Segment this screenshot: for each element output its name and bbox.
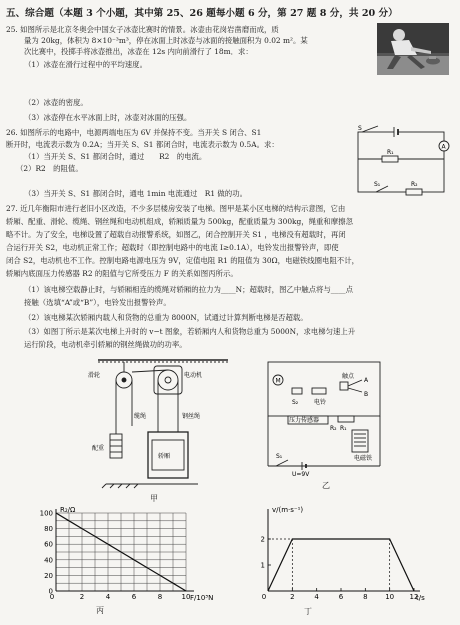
contact-a-label: A xyxy=(364,377,369,384)
y-tick-label: 1 xyxy=(260,561,265,570)
motor-label: 电动机 xyxy=(184,372,203,379)
y-tick-label: 60 xyxy=(44,540,53,549)
q26-stem-line-2: 断开时，电流表示数为 0.2A；当开关 S、S1 都闭合时，电流表示数为 0.5A。求： xyxy=(6,140,279,149)
q25-stem-line-2: 量为 20kg，体积为 8×10⁻³m³，停在冰面上时冰壶与冰面的接触面积为 0.02 m²。某 xyxy=(24,36,308,45)
y-axis-label: v/(m·s⁻¹) xyxy=(272,506,304,514)
r1-label: R₁ xyxy=(387,149,394,156)
q27-sub-1-line-2: 接触（选填“A”或“B”），电铃发出报警铃声。 xyxy=(24,298,171,307)
contact-b-label: B xyxy=(364,391,369,398)
counterweight-label: 配重 xyxy=(92,445,105,452)
y-tick-label: 100 xyxy=(39,509,53,518)
x-tick-label: 6 xyxy=(338,593,344,601)
x-tick-label: 4 xyxy=(105,593,111,601)
chart-ding xyxy=(238,503,438,605)
y-tick-label: 0 xyxy=(48,587,53,596)
steel-cable-label: 钢丝绳 xyxy=(182,413,201,420)
sensor-label: 压力传感器 xyxy=(289,417,320,424)
x-tick-label: 2 xyxy=(79,593,85,601)
pulley-label: 滑轮 xyxy=(88,372,101,379)
q27-sub-3-line-1: （3）如图丁所示是某次电梯上升时的 v−t 图象，若轿厢内人和货物总重为 5000N，求电梯匀速上升 xyxy=(24,327,356,336)
bell-label: 电铃 xyxy=(314,399,327,406)
origin-label: 0 xyxy=(49,593,55,601)
q27-sub-1-line-1: （1）该电梯空载静止时，与轿厢相连的缆绳对轿厢的拉力为____N；超载时，图乙中触点将与____点 xyxy=(24,285,353,294)
car-label: 轿厢 xyxy=(158,453,171,460)
circuit-diagram-q26 xyxy=(352,124,452,200)
q26-stem-line-1: 26. 如图所示的电路中，电源两端电压为 6V 并保持不变。当开关 S 闭合、S1 xyxy=(6,128,262,137)
x-tick-label: 12 xyxy=(409,593,419,601)
x-axis-label: t/s xyxy=(416,594,425,602)
switch-s2-label: S₂ xyxy=(292,399,299,406)
r1-label-yi: R₁ xyxy=(340,425,347,432)
q27-stem-line-4: 合运行开关 S2，电动机正常工作；超载时（即控制电路中的电流 I≥0.1A），电铃发出报警铃声，即使 xyxy=(6,243,339,252)
q27-stem-line-6: 轿厢内底面压力传感器 R2 的阻值与它所受压力 F 的关系如图丙所示。 xyxy=(6,269,238,278)
figure-jia-caption: 甲 xyxy=(150,494,158,503)
motor-symbol: M xyxy=(275,377,281,385)
q27-stem-line-3: 略不计。为了安全，电梯设置了超载自动报警系统，如图乙，闭合控制开关 S1 ，电梯没有超载时，再闭 xyxy=(6,230,346,239)
switch-s1-label-yi: S₁ xyxy=(276,453,283,460)
switch-s-label: S xyxy=(358,125,362,132)
y-tick-label: 2 xyxy=(260,535,265,544)
q27-sub-2: （2）该电梯某次轿厢内载人和货物的总重为 8000N，试通过计算判断电梯是否超载。 xyxy=(24,313,308,322)
y-tick-label: 80 xyxy=(44,525,53,534)
figure-yi-caption: 乙 xyxy=(322,481,330,490)
x-axis-label: F/10³N xyxy=(190,594,214,602)
electromagnet-label: 电磁铁 xyxy=(354,455,373,462)
section-title: 五、综合题（本题 3 个小题，其中第 25、26 题每小题 6 分，第 27 题 8 分，共 20 分） xyxy=(6,8,398,19)
q27-stem-line-1: 27. 近几年衡阳市进行老旧小区改造，不少多层楼房安装了电梯。图甲是某小区电梯的结构示意图，它由 xyxy=(6,204,346,213)
x-tick-label: 10 xyxy=(181,593,191,601)
q25-stem-line-3: 次比赛中，投掷手将冰壶推出，冰壶在 12s 内向前滑行了 18m．求： xyxy=(24,47,253,56)
voltage-label: U=9V xyxy=(292,471,310,476)
y-tick-label: 40 xyxy=(44,556,53,565)
q25-stem-line-1: 25. 如图所示是北京冬奥会中国女子冰壶比赛时的情景。冰壶由花岗岩凿磨而成，质 xyxy=(6,25,279,34)
q26-sub-2: （2）R2 的阻值。 xyxy=(16,164,83,173)
q27-stem-line-2: 轿厢、配重、滑轮、缆绳、钢丝绳和电动机组成，轿厢质量为 500kg，配重质量为 300kg，绳重和摩擦忽 xyxy=(6,217,353,226)
x-tick-label: 6 xyxy=(131,593,137,601)
figure-jia-elevator xyxy=(88,356,238,491)
contact-label: 触点 xyxy=(342,373,355,380)
chart-ding-svg xyxy=(238,503,438,605)
q25-sub-2: （2）冰壶的密度。 xyxy=(24,98,88,107)
cable-label: 缆绳 xyxy=(134,413,147,420)
x-tick-label: 4 xyxy=(314,593,319,601)
figure-yi-circuit xyxy=(262,358,387,476)
chart-bing-svg xyxy=(28,505,218,605)
y-tick-label: 20 xyxy=(44,571,53,580)
q25-sub-1: （1）冰壶在滑行过程中的平均速度。 xyxy=(24,60,147,69)
y-axis-label: R₂/Ω xyxy=(60,506,76,514)
q25-sub-3: （3）冰壶停在水平冰面上时，冰壶对冰面的压强。 xyxy=(24,113,192,122)
x-tick-label: 8 xyxy=(363,593,368,601)
chart-bing xyxy=(28,505,218,605)
series-line-velocity xyxy=(268,539,414,591)
x-tick-label: 2 xyxy=(290,593,295,601)
curling-photo xyxy=(377,23,449,75)
switch-s1-label: S₁ xyxy=(374,181,381,188)
q26-sub-1: （1）当开关 S、S1 都闭合时，通过 R2 的电流。 xyxy=(24,152,207,161)
x-tick-label: 8 xyxy=(157,593,163,601)
r2-label: R₂ xyxy=(411,181,418,188)
ammeter-label: A xyxy=(441,143,446,151)
q26-sub-3: （3）当开关 S、S1 都闭合时，通电 1min 电流通过 R1 做的功。 xyxy=(24,189,247,198)
origin-label: 0 xyxy=(261,593,267,601)
chart-ding-caption: 丁 xyxy=(304,607,312,616)
x-tick-label: 10 xyxy=(385,593,395,601)
r2-label-yi: R₂ xyxy=(330,425,337,432)
q27-stem-line-5: 闭合 S2，电动机也不工作。控制电路电源电压为 9V，定值电阻 R1 的阻值为 30Ω，电磁铁线圈电阻不计， xyxy=(6,256,359,265)
chart-bing-caption: 丙 xyxy=(96,606,104,615)
q27-sub-3-line-2: 运行阶段，电动机牵引轿厢的钢丝绳做功的功率。 xyxy=(24,340,187,349)
